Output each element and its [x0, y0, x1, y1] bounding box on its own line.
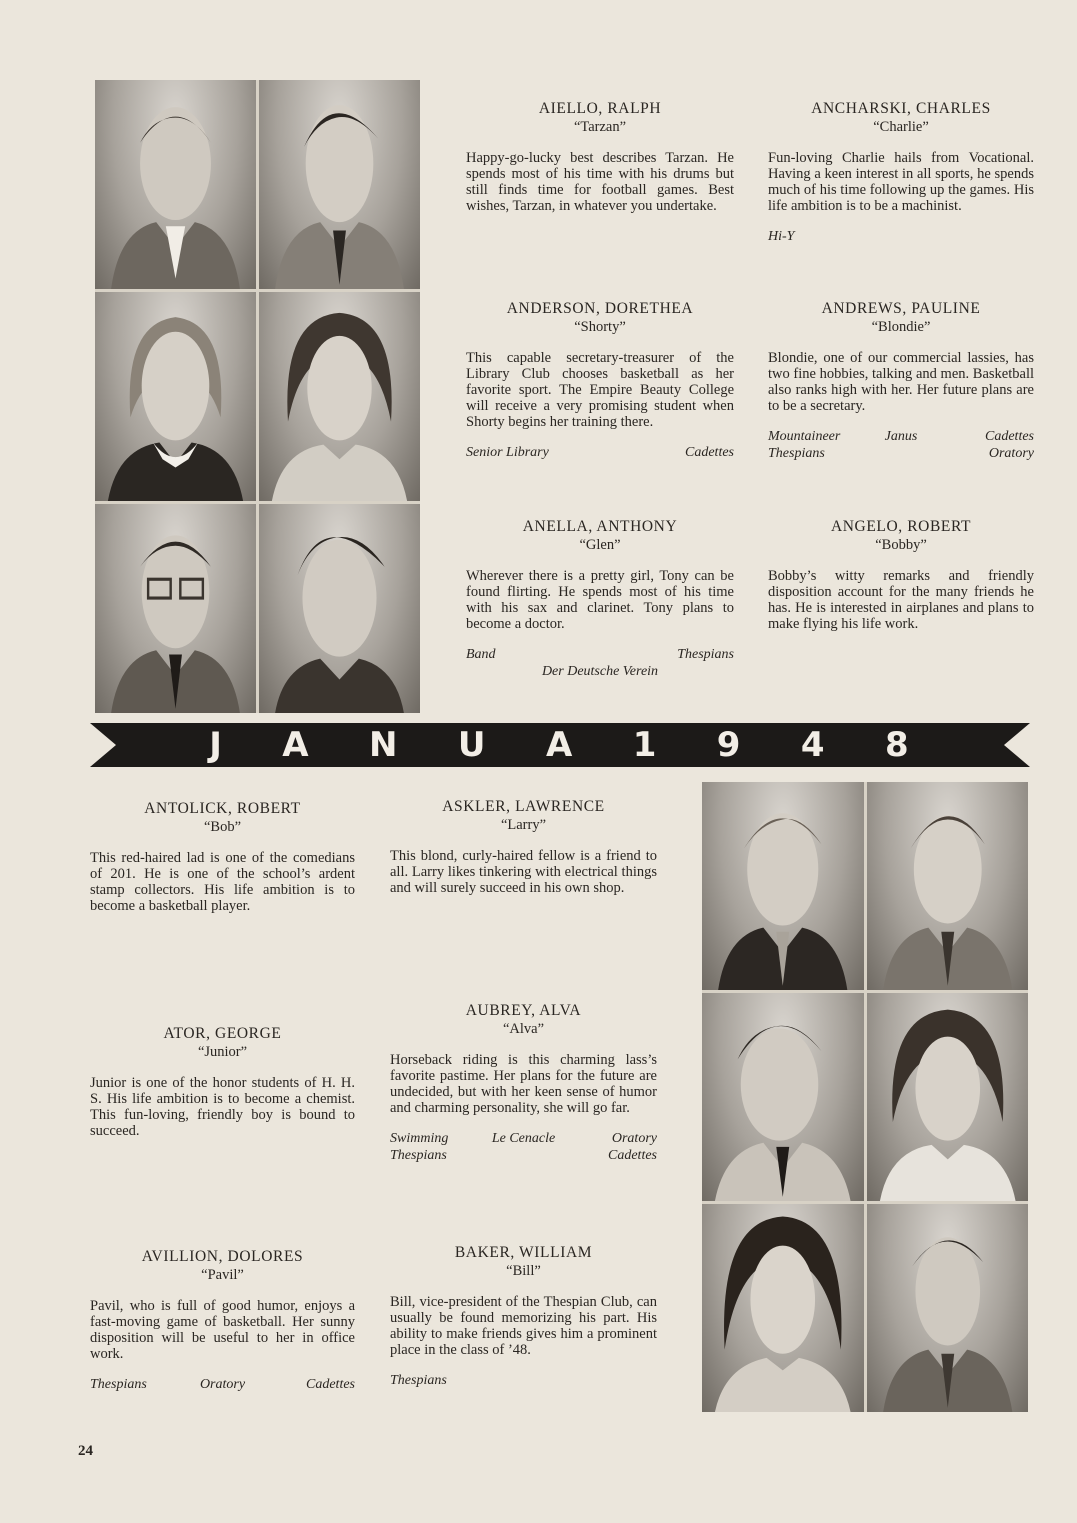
entry-aubrey — [390, 1002, 657, 1164]
student-nickname: “Charlie” — [873, 119, 929, 136]
top-photo-grid — [95, 80, 420, 713]
student-name: ANDERSON, DORETHEA — [506, 300, 694, 317]
portrait-ator — [702, 993, 864, 1201]
activity: Thespians — [390, 1148, 447, 1164]
student-bio: Fun-loving Charlie hails from Vocational. Having a keen interest in all sports, he spends much of his time following up the games. His life ambition is to be a machinist. — [768, 149, 1034, 214]
banner-letter: 9 — [716, 725, 743, 765]
activity: Oratory — [611, 1130, 657, 1146]
student-nickname: “Alva” — [502, 1021, 545, 1038]
entry-ancharski — [768, 100, 1034, 244]
student-nickname: “Blondie” — [871, 319, 931, 336]
activity: Le Cenacle — [491, 1130, 556, 1146]
entry-antolick — [90, 800, 355, 915]
activity: Thespians — [390, 1372, 447, 1388]
activity: Oratory — [988, 446, 1034, 462]
portrait-andrews — [259, 292, 420, 501]
banner-letter: 4 — [800, 725, 827, 765]
student-nickname: “Bill” — [506, 1263, 541, 1280]
activity: Oratory — [199, 1376, 246, 1392]
entry-baker — [390, 1244, 657, 1388]
student-name: AVILLION, DOLORES — [141, 1248, 304, 1265]
student-name: ANDREWS, PAULINE — [821, 300, 981, 317]
student-nickname: “Tarzan” — [573, 119, 627, 136]
student-bio: Junior is one of the honor students of H. H. S. His life ambition is to become a chemist. This fun-loving, friendly boy is bound to succeed. — [90, 1074, 355, 1139]
student-name: ANELLA, ANTHONY — [522, 518, 678, 535]
activity: Der Deutsche Verein — [541, 664, 659, 680]
student-activities — [768, 229, 1034, 244]
student-nickname: “Pavil” — [201, 1267, 244, 1284]
entry-anella — [466, 518, 734, 680]
bottom-photo-grid — [702, 782, 1028, 1412]
student-bio: Bill, vice-president of the Thespian Club, can usually be found memorizing his part. His ability to make friends gives him a prominent place in the class of ’48. — [390, 1293, 657, 1358]
portrait-aiello — [95, 80, 256, 289]
student-activities — [390, 1131, 657, 1164]
activity: Cadettes — [306, 1376, 355, 1392]
portrait-aubrey — [867, 993, 1029, 1201]
portrait-anella — [95, 504, 256, 713]
activity: Mountaineer — [768, 428, 841, 444]
student-bio: Bobby’s witty remarks and friendly disposition account for the many friends he has. He is interested in airplanes and plans to make flying his life work. — [768, 567, 1034, 632]
entry-angelo — [768, 518, 1034, 633]
student-nickname: “Shorty” — [574, 319, 626, 336]
page-number: 24 — [78, 1443, 93, 1459]
student-bio: Blondie, one of our commercial lassies, has two fine hobbies, talking and men. Basketball also ranks high with her. Her future plans are to be a secretary. — [768, 349, 1034, 414]
entry-askler — [390, 798, 657, 897]
student-name: ASKLER, LAWRENCE — [442, 798, 605, 815]
student-bio: This capable secretary-treasurer of the Library Club chooses basketball as her favorite sport. The Empire Beauty College will receive a very promising student when Shorty begins her training there. — [466, 349, 734, 430]
portrait-askler — [867, 782, 1029, 990]
activity: Cadettes — [608, 1148, 657, 1164]
class-banner — [90, 723, 1030, 767]
student-nickname: “Junior” — [197, 1044, 248, 1061]
activity: Janus — [884, 428, 918, 444]
student-nickname: “Glen” — [579, 537, 621, 554]
banner-letter: A — [282, 725, 311, 765]
student-name: AIELLO, RALPH — [538, 100, 662, 117]
entry-andrews — [768, 300, 1034, 462]
portrait-antolick — [702, 782, 864, 990]
student-bio: This blond, curly-haired fellow is a friend to all. Larry likes tinkering with electrical things and will surely succeed in his own shop. — [390, 847, 657, 896]
student-bio: Pavil, who is full of good humor, enjoys a fast-moving game of basketball. Her sunny disposition will be useful to her in office work. — [90, 1297, 355, 1362]
student-nickname: “Bobby” — [875, 537, 927, 554]
activity: Band — [466, 646, 496, 662]
student-name: ANTOLICK, ROBERT — [144, 800, 301, 817]
student-activities — [466, 647, 734, 680]
student-bio: Wherever there is a pretty girl, Tony can be found flirting. He spends most of his time with his sax and clarinet. Tony plans to become a doctor. — [466, 567, 734, 632]
student-activities — [466, 445, 734, 460]
student-name: ANCHARSKI, CHARLES — [811, 100, 991, 117]
activity: Thespians — [90, 1376, 147, 1392]
student-bio: Happy-go-lucky best describes Tarzan. He spends most of his time with his drums but still finds time for football games. Best wishes, Tarzan, in whatever you undertake. — [466, 149, 734, 214]
activity: Cadettes — [685, 444, 734, 460]
student-activities — [90, 1377, 355, 1392]
activity: Hi-Y — [768, 228, 795, 244]
banner-letter: U — [457, 725, 488, 765]
student-activities — [768, 429, 1034, 462]
entry-ator — [90, 1025, 355, 1140]
activity: Senior Library — [466, 444, 549, 460]
student-name: ATOR, GEORGE — [163, 1025, 282, 1042]
student-name: BAKER, WILLIAM — [454, 1244, 593, 1261]
student-bio: This red-haired lad is one of the comedians of 201. He is one of the school’s ardent stamp collectors. His life ambition is to become a basketball player. — [90, 849, 355, 914]
banner-letter: 1 — [632, 725, 659, 765]
activity: Swimming — [390, 1130, 449, 1146]
entry-avillion — [90, 1248, 355, 1392]
portrait-avillion — [702, 1204, 864, 1412]
banner-letter: 8 — [884, 725, 911, 765]
portrait-ancharski — [259, 80, 420, 289]
portrait-angelo — [259, 504, 420, 713]
banner-lettering — [90, 723, 1030, 767]
activity: Thespians — [677, 646, 734, 662]
banner-letter: N — [369, 725, 400, 765]
portrait-anderson — [95, 292, 256, 501]
entry-aiello — [466, 100, 734, 215]
activity: Cadettes — [985, 428, 1034, 444]
banner-letter: J — [209, 725, 224, 765]
portrait-baker — [867, 1204, 1029, 1412]
student-name: AUBREY, ALVA — [465, 1002, 582, 1019]
entry-anderson — [466, 300, 734, 460]
student-nickname: “Larry” — [500, 817, 547, 834]
banner-letter: A — [545, 725, 575, 765]
student-activities — [390, 1373, 657, 1388]
student-bio: Horseback riding is this charming lass’s favorite pastime. Her plans for the future are undecided, but with her keen sense of humor and charming personality, she will go far. — [390, 1051, 657, 1116]
activity: Thespians — [768, 446, 825, 462]
student-name: ANGELO, ROBERT — [830, 518, 972, 535]
student-nickname: “Bob” — [203, 819, 242, 836]
